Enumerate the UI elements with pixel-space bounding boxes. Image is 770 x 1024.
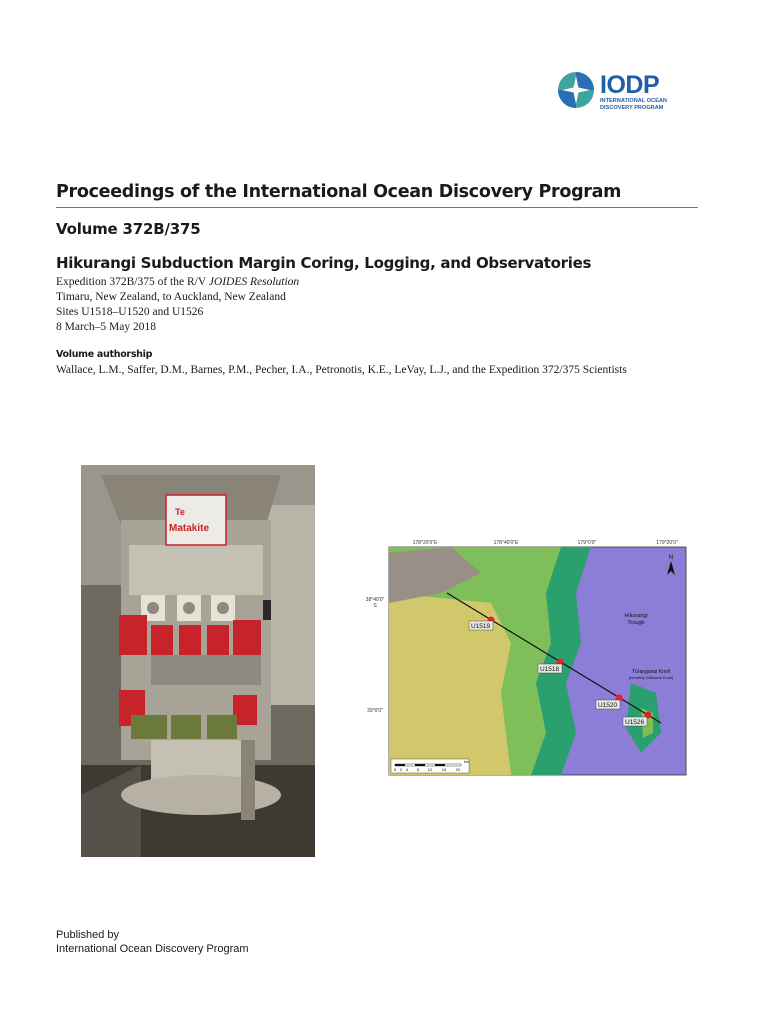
scale-tick: 20 [455,767,461,772]
expedition-dates: 8 March–5 May 2018 [56,321,156,333]
sign-text-matakite: Matakite [169,523,210,534]
logo-subtitle-line: DISCOVERY PROGRAM [600,105,664,111]
volume-number: Volume 372B/375 [56,220,201,238]
volume-subtitle: Hikurangi Subduction Margin Coring, Logging, and Observatories [56,254,592,272]
lon-label: 178°40'0"E [493,540,519,546]
scale-tick: 2 [399,767,403,772]
north-label: N [668,555,674,561]
lon-label: 178°20'0"E [412,540,438,546]
lat-label-hemisphere: S [373,603,377,609]
scale-unit: km [464,759,470,764]
knoll-label-2: (formerly Gisborne Knoll) [628,675,674,680]
publisher-name: International Ocean Discovery Program [56,943,249,955]
trough-label-1: Hikurangi [624,613,648,619]
expedition-route: Timaru, New Zealand, to Auckland, New Zealand [56,291,286,303]
lat-label: 38°40'0" [365,597,385,603]
author-list: Wallace, L.M., Saffer, D.M., Barnes, P.M., Pecher, I.A., Petronotis, K.E., LeVay, L.J., and the Expedition 372/375 Scientists [56,364,627,376]
globe-logo-icon [556,70,596,110]
scale-tick: 8 [416,767,420,772]
proceedings-title: Proceedings of the International Ocean Discovery Program [56,182,622,202]
lon-label: 179°20'0" [656,540,678,546]
knoll-label-1: Tūranganui Knoll [632,669,670,675]
title-divider [56,207,698,208]
logo-subtitle [600,98,690,112]
published-by-label: Published by [56,929,119,941]
scale-tick: 16 [441,767,447,772]
site-label-u1526: U1526 [625,719,645,726]
wellhead-illustration [81,465,315,857]
expedition-sites: Sites U1518–U1520 and U1526 [56,306,204,318]
site-label-u1520: U1520 [598,702,618,709]
vessel-name: JOIDES Resolution [208,276,300,288]
logo-subtitle-line: INTERNATIONAL OCEAN [600,98,667,104]
sign-text-te: Te [175,507,185,517]
iodp-logo [556,70,686,116]
expedition-prefix: Expedition 372B/375 of the R/V [56,276,209,288]
bathymetry-map [361,533,697,797]
authorship-heading: Volume authorship [56,349,153,360]
scale-tick: 12 [427,767,433,772]
site-label-u1519: U1519 [471,623,491,630]
expedition-line [56,276,299,288]
wellhead-photo [81,465,315,857]
site-location-map [361,533,697,797]
scale-tick: 0 [393,767,397,772]
lat-label: 39°0'0" [367,708,383,714]
site-label-u1518: U1518 [540,666,560,673]
lon-label: 179°0'0" [577,540,597,546]
scale-tick: 4 [405,767,409,772]
logo-wordmark: IODP [600,71,660,99]
trough-label-2: Trough [627,620,645,626]
